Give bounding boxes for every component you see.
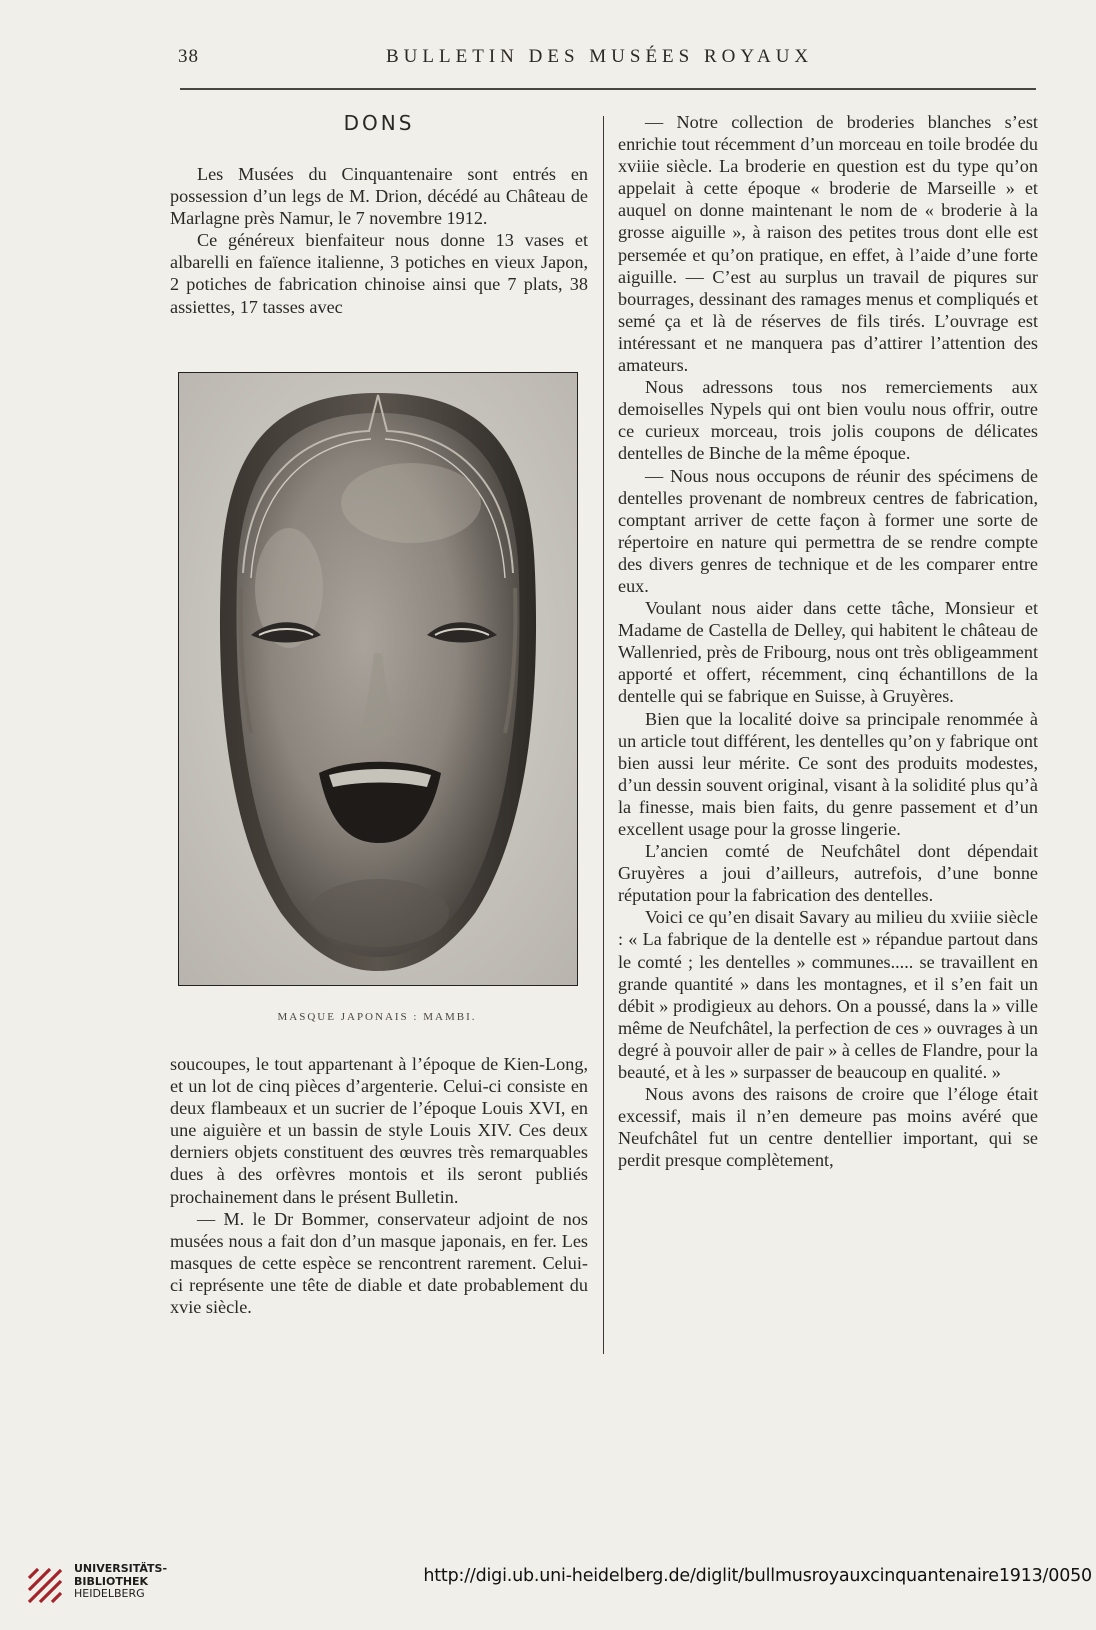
left-column-bottom bbox=[170, 1053, 588, 1318]
paragraph: Nous avons des raisons de croire que l’éloge était excessif, mais il n’en demeure pas moins avéré que Neufchâtel fut un centre dentellier important, qui se perdit presque complètement, bbox=[618, 1084, 1038, 1171]
paragraph: Bien que la localité doive sa principale renommée à un article tout différent, les dentelles qu’on y fabrique ont bien aussi leur mérite. Ce sont des produits modestes, d’un dessin souvent original, visant à la solidité plus qu’à la finesse, mais bien faits, du genre passement et d’un excellent usage pour la grosse lingerie. bbox=[618, 708, 1038, 839]
paragraph: — Notre collection de broderies blanches s’est enrichie tout récemment d’un morceau en toile brodée du xviiie siècle. La broderie en question est du type qu’on appelait à cette époque « broderie de Marseille » et auquel on donne maintenant le nom de « broderie à la grosse aiguille », à raison des petites trous dont elle est persemée et qu’on pratique, en effet, à l’aide d’une forte aiguille. — C’est au surplus un travail de piqures sur bourrages, dessinant des ramages menus et compliqués et semé ça et là de réserves de fils tirés. L’ouvrage est intéressant et ne manquera pas d’attirer l’attention des amateurs. bbox=[618, 112, 1038, 376]
paragraph: — Nous nous occupons de réunir des spécimens de dentelles provenant de nombreux centres de fabrication, comptant arriver de cette façon à former une sorte de répertoire en nature qui permettra de se rendre compte des divers genres de technique et de les comparer entre eux. bbox=[618, 465, 1038, 596]
header-rule bbox=[180, 88, 1036, 90]
column-divider bbox=[603, 116, 604, 1354]
library-logo-icon bbox=[24, 1560, 66, 1606]
paragraph: Voici ce qu’en disait Savary au milieu du xviiie siècle : « La fabrique de la dentelle est » répandue partout dans le comté ; les dentelles » communes..... se travaillent en grande quantité » dans les montagnes, et il s’en fait un débit » prodigieux au dehors. On a poussé, dans la » ville même de Neufchâtel, la perfection de ces » ouvrages à un degré à pouvoir aller de pair » à celles de Flandre, pour la beauté, et à les » surpasser de beaucoup en qualité. » bbox=[618, 907, 1038, 1083]
footer bbox=[0, 1560, 1096, 1630]
source-url-link[interactable]: http://digi.ub.uni-heidelberg.de/diglit/bullmusroyauxcinquantenaire1913/0050 bbox=[423, 1566, 1092, 1586]
paragraph: Nous adressons tous nos remerciements aux demoiselles Nypels qui ont bien voulu nous offrir, outre ce curieux morceau, trois jolis coupons de délicates dentelles de Binche de la même époque. bbox=[618, 377, 1038, 464]
mask-photograph bbox=[178, 372, 578, 986]
paragraph: L’ancien comté de Neufchâtel dont dépendait Gruyères a joui d’ailleurs, autrefois, d’une bonne réputation pour la fabrication des dentelles. bbox=[618, 841, 1038, 906]
figure-caption: MASQUE JAPONAIS : MAMBI. bbox=[277, 1011, 477, 1023]
right-column bbox=[618, 111, 1038, 1172]
library-name-line1: UNIVERSITÄTS- bbox=[74, 1562, 168, 1575]
paragraph: — M. le Dr Bommer, conservateur adjoint de nos musées nous a fait don d’un masque japonais, en fer. Les masques de cette espèce se rencontrent rarement. Celui-ci représente une tête de diable et date probablement du xvie siècle. bbox=[170, 1208, 588, 1318]
paragraph: soucoupes, le tout appartenant à l’époque de Kien-Long, et un lot de cinq pièces d’argenterie. Celui-ci consiste en deux flambeaux et un sucrier de l’époque Louis XVI, en une aiguière et un bassin de style Louis XIV. Ces deux derniers objets constituent des œuvres très remarquables dues à des orfèvres montois et ils seront publiés prochainement dans le présent Bulletin. bbox=[170, 1054, 588, 1207]
left-column-top bbox=[170, 111, 588, 318]
page-number: 38 bbox=[178, 46, 199, 67]
noh-mask-image bbox=[179, 373, 577, 985]
paragraph: Les Musées du Cinquantenaire sont entrés en possession d’un legs de M. Drion, décédé au Château de Marlagne près Namur, le 7 novembre 1912. bbox=[170, 164, 588, 229]
paragraph: Voulant nous aider dans cette tâche, Monsieur et Madame de Castella de Delley, qui habitent le château de Wallenried, près de Fribourg, nous ont très obligeamment apporté et offert, récemment, cinq échantillons de la dentelle qui se fabrique en Suisse, à Gruyères. bbox=[618, 598, 1038, 707]
library-city: HEIDELBERG bbox=[74, 1587, 145, 1600]
library-name bbox=[74, 1563, 167, 1601]
running-head bbox=[178, 44, 1038, 74]
library-name-line2: BIBLIOTHEK bbox=[74, 1574, 149, 1588]
section-title: DONS bbox=[343, 111, 415, 135]
paragraph: Ce généreux bienfaiteur nous donne 13 vases et albarelli en faïence italienne, 3 potiches en vieux Japon, 2 potiches de fabrication chinoise ainsi que 7 plats, 38 assiettes, 17 tasses avec bbox=[170, 230, 588, 317]
journal-title: BULLETIN DES MUSÉES ROYAUX bbox=[386, 46, 814, 67]
